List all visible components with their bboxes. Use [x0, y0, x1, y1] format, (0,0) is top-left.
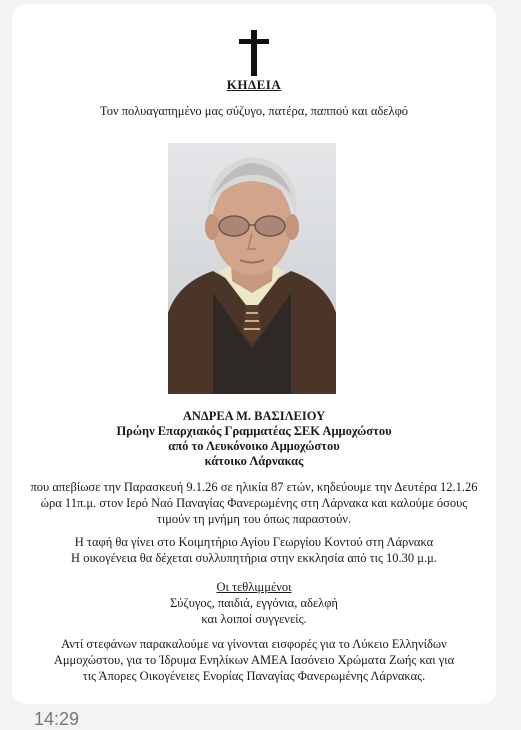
deceased-name: ΑΝΔΡΕΑ Μ. ΒΑΣΙΛΕΙΟΥ: [182, 409, 326, 423]
burial-line: Η ταφή θα γίνει στο Κοιμητήριο Αγίου Γεωργίου Κοντού στη Λάρνακα: [74, 535, 434, 549]
donation-line: τις Άπορες Οικογένειες Ενορίας Παναγίας Φανερωμένης Λάρνακας.: [82, 669, 426, 683]
mourners-line: και λοιποί συγγενείς.: [201, 612, 307, 626]
donation-line: Αμμοχώστου, για το Ίδρυμα Ενηλίκων ΑΜΕΑ Ιασόνειο Χρώματα Ζωής και για: [53, 653, 455, 667]
dedication-text: Τον πολυαγαπημένο μας σύζυγο, πατέρα, παππού και αδελφό: [99, 104, 409, 118]
details-line: που απεβίωσε την Παρασκευή 9.1.26 σε ηλικία 87 ετών, κηδεύουμε την Δευτέρα 12.1.26: [30, 480, 478, 494]
deceased-info: [12, 409, 496, 469]
deceased-residence: κάτοικο Λάρνακας: [204, 454, 304, 468]
details-line: ώρα 11π.μ. στον Ιερό Ναό Παναγίας Φανερωμένης στη Λάρνακα και καλούμε όσους: [40, 496, 468, 510]
notice-title: ΚΗΔΕΙΑ: [226, 77, 282, 92]
condolences-line: Η οικογένεια θα δέχεται συλλυπητήρια στην εκκλησία από τις 10.30 μ.μ.: [71, 551, 437, 565]
cross-icon: [239, 30, 269, 76]
status-bar-time: 14:29: [34, 709, 80, 729]
details-line: τιμούν τη μνήμη του όπως παραστούν.: [156, 512, 352, 526]
funeral-notice-card: [12, 4, 496, 704]
burial-details: [12, 534, 496, 566]
deceased-origin: από το Λευκόνοικο Αμμοχώστου: [168, 439, 340, 453]
deceased-role: Πρώην Επαρχιακός Γραμματέας ΣΕΚ Αμμοχώστου: [116, 424, 392, 438]
mourners-heading: Οι τεθλιμμένοι: [216, 580, 292, 594]
mourners-line: Σύζυγος, παιδιά, εγγόνια, αδελφή: [170, 596, 338, 610]
portrait-photo: [168, 143, 336, 394]
donation-line: Αντί στεφάνων παρακαλούμε να γίνονται εισφορές για το Λύκειο Ελληνίδων: [61, 637, 447, 651]
funeral-details: [12, 479, 496, 527]
donation-request: [12, 636, 496, 684]
mourners-section: [12, 579, 496, 627]
